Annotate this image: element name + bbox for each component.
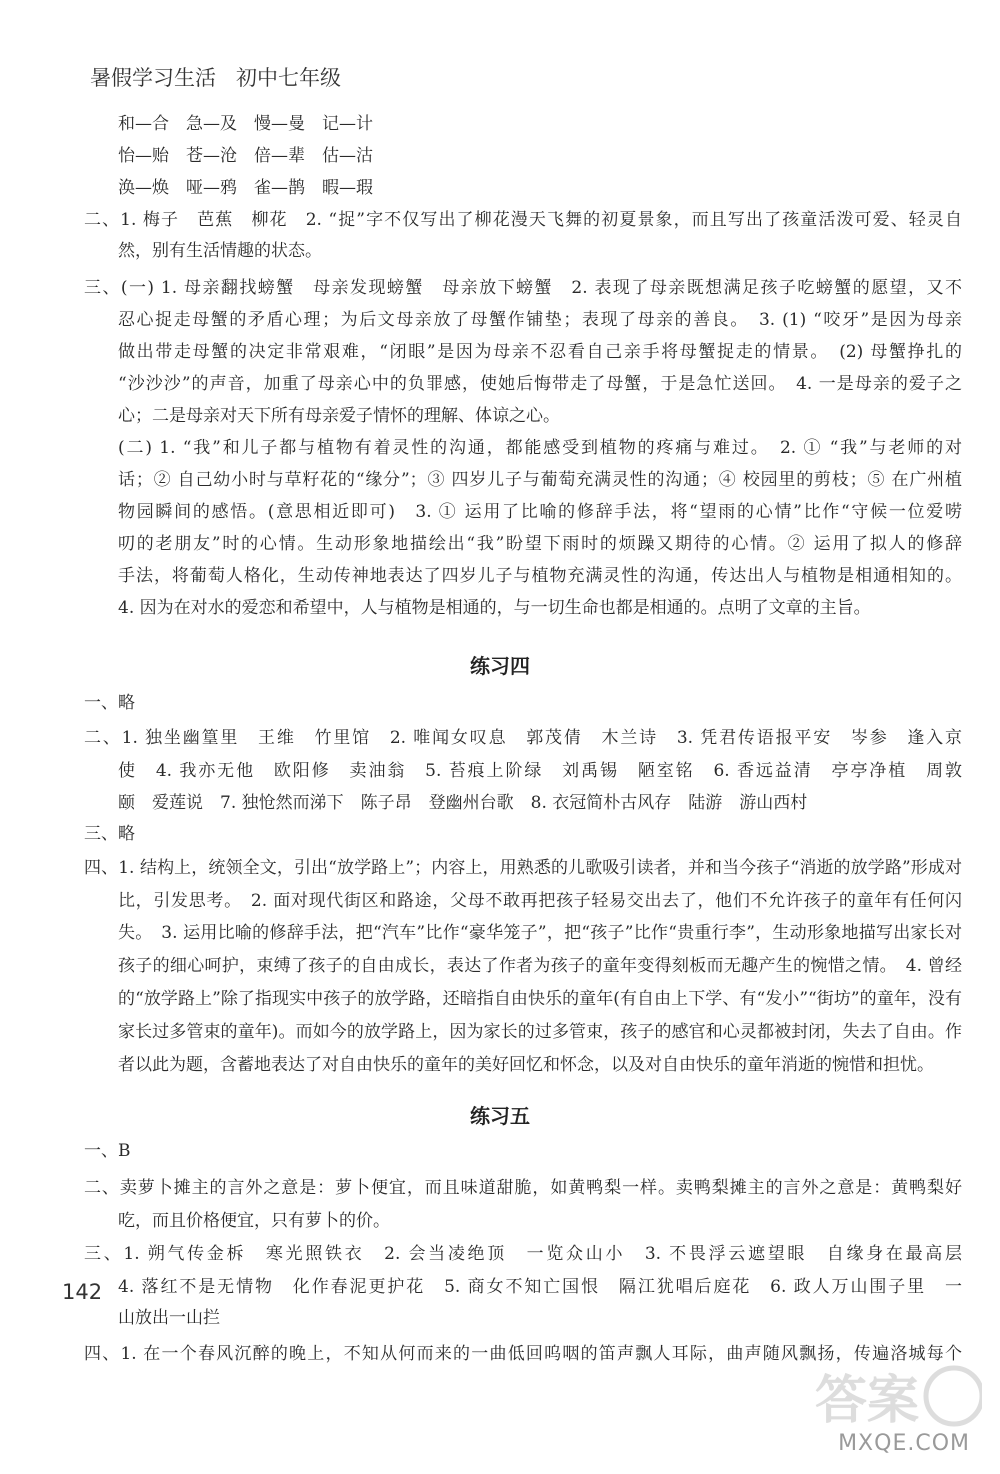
text-line: 失。 3. 运用比喻的修辞手法，把“汽车”比作“豪华笼子”，把“孩子”比作“贵重行李”，生动形象地描写出家长对 (118, 923, 962, 943)
running-header (90, 62, 341, 92)
text-line: 三、略 (84, 824, 135, 844)
text-line: 4. 落红不是无情物 化作春泥更护花 5. 商女不知亡国恨 隔江犹唱后庭花 6. 政人万山围子里 一 (118, 1277, 962, 1297)
text-line: 4. 因为在对水的爱恋和希望中，人与植物是相通的，与一切生命也都是相通的。点明了文章的主旨。 (118, 598, 871, 618)
text-line: 使 4. 我亦无他 欧阳修 卖油翁 5. 苔痕上阶绿 刘禹锡 陋室铭 6. 香远益清 亭亭净植 周敦 (118, 761, 962, 781)
text-line: 的“放学路上”除了指现实中孩子的放学路，还暗指自由快乐的童年(有自由上下学、有“发小”“街坊”的童年，没有 (118, 989, 962, 1009)
page-number: 142 (62, 1280, 103, 1304)
text-line: 心；二是母亲对天下所有母亲爱子情怀的理解、体谅之心。 (118, 406, 560, 426)
text-line: 话；② 自己幼小时与草籽花的“缘分”；③ 四岁儿子与葡萄充满灵性的沟通；④ 校园里的剪枝；⑤ 在广州植 (118, 470, 962, 490)
grade-label: 初中七年级 (236, 66, 341, 90)
text-line: 二、1. 独坐幽篁里 王维 竹里馆 2. 唯闻女叹息 郭茂倩 木兰诗 3. 凭君传语报平安 岑参 逢入京 (84, 728, 962, 748)
text-line: 四、1. 结构上，统领全文，引出“放学路上”；内容上，用熟悉的儿歌吸引读者，并和当今孩子“消逝的放学路”形成对 (84, 858, 962, 878)
text-line: 忍心捉走母蟹的矛盾心理；为后文母亲放了母蟹作铺垫；表现了母亲的善良。 3. (1) “咬牙”是因为母亲 (118, 310, 962, 330)
text-line: 比，引发思考。 2. 面对现代街区和路途，父母不敢再把孩子轻易交出去了，他们不允许孩子的童年有任何闪 (118, 891, 962, 911)
text-line: 怡—贻 苍—沧 倍—辈 估—沽 (118, 146, 373, 166)
text-line: 颐 爱莲说 7. 独怆然而涕下 陈子昂 登幽州台歌 8. 衣冠简朴古风存 陆游 游山西村 (118, 793, 808, 813)
text-line: 一、B (84, 1141, 131, 1161)
text-line: 二、1. 梅子 芭蕉 柳花 2. “捉”字不仅写出了柳花漫天飞舞的初夏景象，而且写出了孩童活泼可爱、轻灵自 (84, 210, 962, 230)
text-line: 者以此为题，含蓄地表达了对自由快乐的童年的美好回忆和怀念，以及对自由快乐的童年消逝的惋惜和担忧。 (118, 1055, 934, 1075)
text-line: (二) 1. “我”和儿子都与植物有着灵性的沟通，都能感受到植物的疼痛与难过。 2. ① “我”与老师的对 (118, 438, 962, 458)
text-line: 四、1. 在一个春风沉醉的晚上，不知从何而来的一曲低回呜咽的笛声飘人耳际，曲声随风飘扬，传遍洛城每个 (84, 1344, 962, 1364)
text-line: 物园瞬间的感悟。(意思相近即可) 3. ① 运用了比喻的修辞手法，将“望雨的心情”比作“守候一位爱唠 (118, 502, 962, 522)
text-line: 和—合 急—及 慢—曼 记—计 (118, 114, 373, 134)
text-line: 孩子的细心呵护，束缚了孩子的自由成长，表达了作者为孩子的童年变得刻板而无趣产生的惋惜之情。 4. 曾经 (118, 956, 962, 976)
text-line: 手法，将葡萄人格化，生动传神地表达了四岁儿子与植物充满灵性的沟通，传达出人与植物是相通相知的。 (118, 566, 962, 586)
text-line: 三、(一) 1. 母亲翻找螃蟹 母亲发现螃蟹 母亲放下螃蟹 2. 表现了母亲既想满足孩子吃螃蟹的愿望，又不 (84, 278, 962, 298)
text-line: 家长过多管束的童年)。而如今的放学路上，因为家长的过多管束，孩子的感官和心灵都被封闭，失去了自由。作 (118, 1022, 962, 1042)
watermark-url: MXQE.COM (838, 1431, 970, 1456)
text-line: 做出带走母蟹的决定非常艰难，“闭眼”是因为母亲不忍看自己亲手将母蟹捉走的情景。 (2) 母蟹挣扎的 (118, 342, 962, 362)
text-line: “沙沙沙”的声音，加重了母亲心中的负罪感，使她后悔带走了母蟹，于是急忙送回。 4. 一是母亲的爱子之 (118, 374, 962, 394)
text-line: 然，别有生活情趣的状态。 (118, 241, 322, 261)
text-line: 吃，而且价格便宜，只有萝卜的价。 (118, 1211, 390, 1231)
section-title: 练习五 (470, 1104, 530, 1128)
text-line: 山放出一山拦 (118, 1308, 220, 1328)
text-line: 一、略 (84, 693, 135, 713)
text-line: 三、1. 朔气传金柝 寒光照铁衣 2. 会当凌绝顶 一览众山小 3. 不畏浮云遮望眼 自缘身在最高层 (84, 1244, 962, 1264)
svg-text:答案: 答案 (815, 1371, 920, 1431)
text-line: 二、卖萝卜摊主的言外之意是：萝卜便宜，而且味道甜脆，如黄鸭梨一样。卖鸭梨摊主的言外之意是：黄鸭梨好 (84, 1178, 962, 1198)
text-line: 涣—焕 哑—鸦 雀—鹊 暇—瑕 (118, 178, 373, 198)
section-title: 练习四 (470, 654, 530, 678)
text-line: 叨的老朋友”时的心情。生动形象地描绘出“我”盼望下雨时的烦躁又期待的心情。② 运用了拟人的修辞 (118, 534, 962, 554)
book-title: 暑假学习生活 (90, 66, 216, 90)
